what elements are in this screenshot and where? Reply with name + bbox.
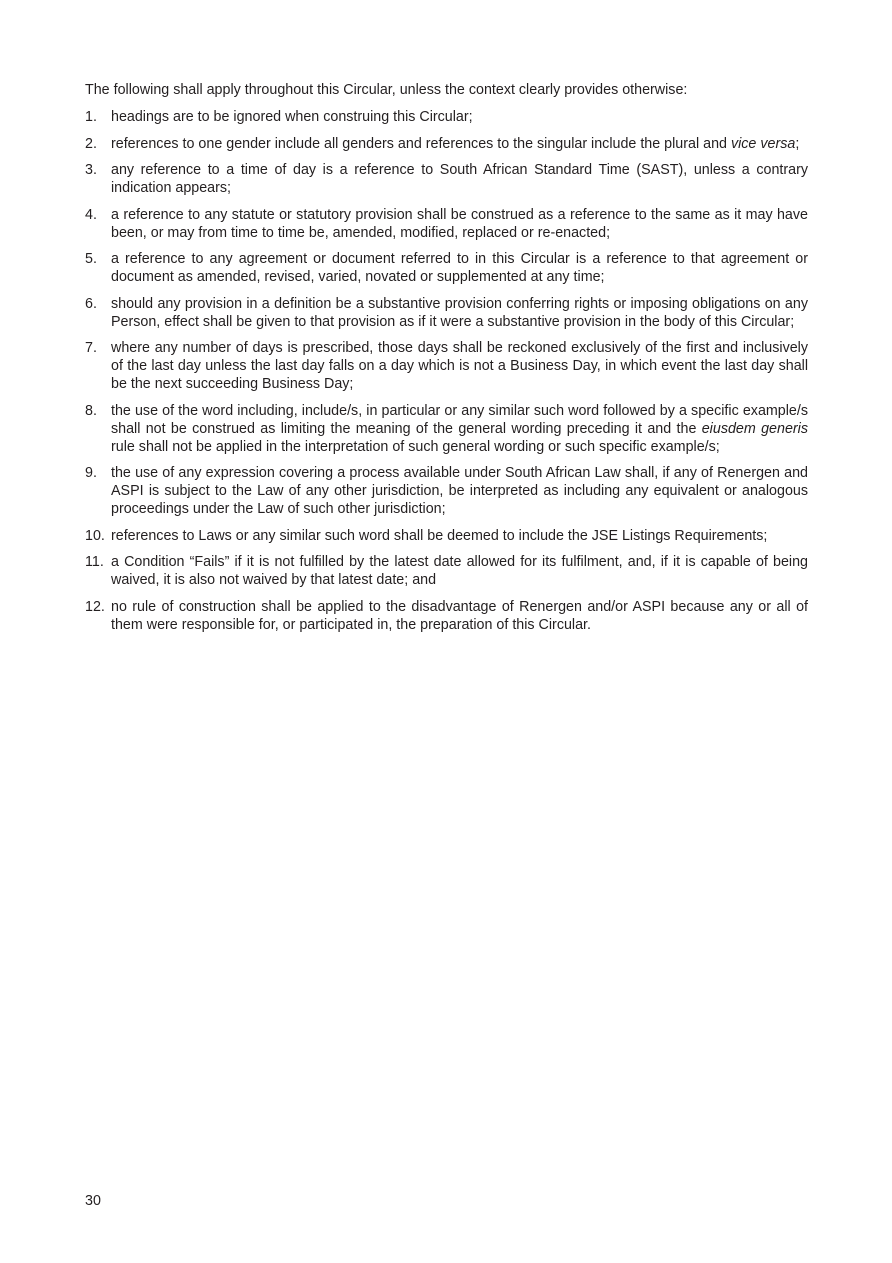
list-item (85, 464, 808, 518)
list-item-number: 9. (85, 465, 97, 481)
text-run: the use of any expression covering a process available under South African Law shall, if any of Renergen and ASPI is subject to the Law of any other jurisdiction, be interpreted as including any equivalent or analogous proceedings under the Law of such other jurisdiction; (111, 465, 808, 517)
interpretation-list (85, 108, 808, 634)
list-item-number: 2. (85, 135, 97, 152)
text-run: should any provision in a definition be a substantive provision conferring rights or imposing obligations on any Person, effect shall be given to that provision as if it were a substantive provision in the body of this Circular; (111, 295, 808, 330)
text-run: where any number of days is prescribed, those days shall be reckoned exclusively of the first and inclusively of the last day unless the last day falls on a day which is not a Business Day, in which event the last day shall be the next succeeding Business Day; (111, 340, 808, 392)
list-item-text (111, 109, 473, 125)
list-item (85, 295, 808, 331)
list-item-text (111, 296, 808, 330)
list-item-text (111, 251, 808, 285)
list-item (85, 553, 808, 589)
text-run: headings are to be ignored when construing this Circular; (111, 109, 473, 125)
list-item (85, 527, 808, 545)
list-item-number: 4. (85, 206, 97, 223)
page-number: 30 (85, 1193, 101, 1209)
list-item-text (111, 340, 808, 392)
text-run: a reference to any statute or statutory provision shall be construed as a reference to the same as it may have been, or may from time to time be, amended, modified, replaced or re-enacted; (111, 206, 808, 241)
list-item-text (111, 554, 808, 588)
list-item-number: 5. (85, 251, 97, 267)
list-item-number: 8. (85, 402, 97, 419)
list-item-text (111, 207, 808, 241)
list-item-text (111, 136, 799, 152)
text-run: a Condition “Fails” if it is not fulfilled by the latest date allowed for its fulfilment, and, if it is capable of being waived, it is also not waived by that latest date; and (111, 554, 808, 588)
list-item (85, 161, 808, 197)
list-item-number: 10. (85, 527, 105, 544)
text-run: any reference to a time of day is a reference to South African Standard Time (SAST), unless a contrary indication appears; (111, 162, 808, 196)
text-run: a reference to any agreement or document referred to in this Circular is a reference to that agreement or document as amended, revised, varied, novated or supplemented at any time; (111, 251, 808, 285)
text-run: ; (795, 135, 800, 152)
list-item (85, 598, 808, 634)
list-item-text (111, 162, 808, 196)
list-item (85, 108, 808, 126)
italic-term: vice versa (730, 135, 796, 152)
list-item-number: 3. (85, 162, 97, 178)
list-item (85, 206, 808, 242)
text-run: references to one gender include all genders and references to the singular include the plural and (111, 135, 731, 152)
list-item-number: 11. (85, 554, 104, 570)
interpretation-section (85, 81, 808, 642)
list-item-number: 7. (85, 340, 97, 356)
text-run: rule shall not be applied in the interpretation of such general wording or such specific example/s; (111, 438, 720, 455)
list-item (85, 339, 808, 393)
list-item (85, 250, 808, 286)
list-item-text (111, 465, 808, 517)
list-item-number: 12. (85, 598, 105, 615)
text-run: the use of the word including, include/s, in particular or any similar such word followed by a specific example/s shall not be construed as limiting the meaning of the general wording preceding it and the (111, 402, 808, 437)
text-run: references to Laws or any similar such word shall be deemed to include the JSE Listings Requirements; (111, 527, 768, 544)
list-item-number: 1. (85, 109, 97, 125)
intro-paragraph: The following shall apply throughout this Circular, unless the context clearly provides otherwise: (85, 82, 688, 98)
list-item-text (111, 528, 767, 544)
list-item (85, 135, 808, 153)
list-item-number: 6. (85, 295, 97, 312)
text-run: no rule of construction shall be applied to the disadvantage of Renergen and/or ASPI because any or all of them were responsible for, or participated in, the preparation of this Circular. (111, 598, 808, 633)
list-item (85, 402, 808, 456)
list-item-text (111, 403, 808, 455)
italic-term: eiusdem generis (701, 420, 808, 437)
list-item-text (111, 599, 808, 633)
